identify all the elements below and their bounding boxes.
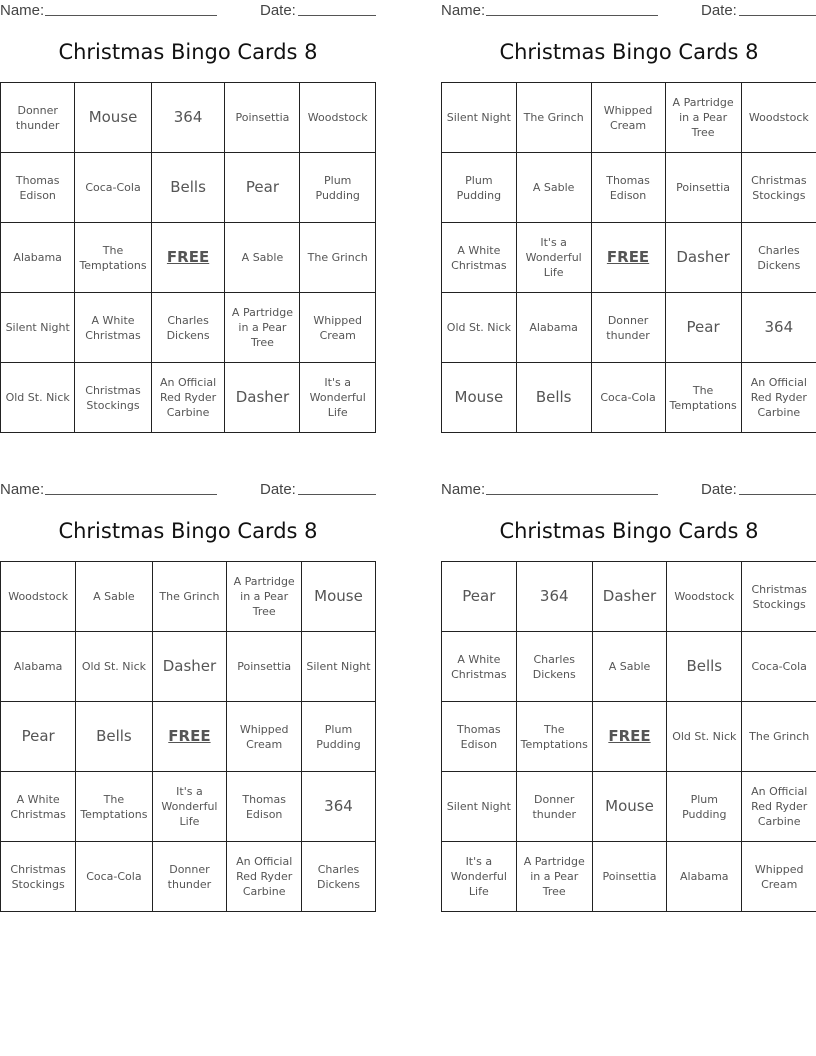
bingo-cell[interactable]: Mouse <box>442 363 517 433</box>
bingo-row <box>1 632 376 702</box>
bingo-cell[interactable]: Pear <box>1 702 76 772</box>
bingo-cell[interactable]: Poinsettia <box>665 153 741 223</box>
date-field[interactable] <box>298 15 376 16</box>
bingo-row <box>1 562 376 632</box>
bingo-cell[interactable]: Mouse <box>592 772 666 842</box>
bingo-row <box>442 632 816 702</box>
bingo-cell[interactable]: A White Christmas <box>1 772 76 842</box>
bingo-cell[interactable]: A White Christmas <box>442 632 517 702</box>
bingo-cell[interactable]: Dasher <box>592 562 666 632</box>
bingo-cell[interactable]: Christmas Stockings <box>741 153 816 223</box>
bingo-cell[interactable]: Woodstock <box>300 83 376 153</box>
bingo-cell[interactable]: A Sable <box>225 223 300 293</box>
bingo-row <box>1 842 376 912</box>
bingo-cell[interactable]: Poinsettia <box>225 83 300 153</box>
bingo-cell[interactable]: The Temptations <box>76 772 152 842</box>
bingo-card <box>0 0 376 419</box>
bingo-cell[interactable]: The Grinch <box>152 562 227 632</box>
bingo-cell[interactable]: Thomas Edison <box>1 153 75 223</box>
bingo-cell[interactable]: A White Christmas <box>75 293 151 363</box>
bingo-cell[interactable]: Silent Night <box>1 293 75 363</box>
bingo-cell[interactable]: Dasher <box>152 632 227 702</box>
bingo-cell[interactable]: The Grinch <box>516 83 591 153</box>
free-space-cell[interactable]: FREE <box>151 223 225 293</box>
bingo-cell[interactable]: Pear <box>665 293 741 363</box>
bingo-grid <box>0 561 376 912</box>
bingo-cell[interactable]: Charles Dickens <box>741 223 816 293</box>
bingo-cell[interactable]: Plum Pudding <box>300 153 376 223</box>
bingo-cell[interactable]: Old St. Nick <box>442 293 517 363</box>
bingo-cell[interactable]: 364 <box>741 293 816 363</box>
bingo-cell[interactable]: The Temptations <box>75 223 151 293</box>
bingo-cell[interactable]: Woodstock <box>1 562 76 632</box>
bingo-row <box>442 842 816 912</box>
bingo-cell[interactable]: Coca-Cola <box>591 363 665 433</box>
card-title: Christmas Bingo Cards 8 <box>58 40 318 64</box>
bingo-cell[interactable]: The Temptations <box>516 702 592 772</box>
date-label: Date: <box>260 2 296 19</box>
bingo-cell[interactable]: Silent Night <box>442 83 517 153</box>
bingo-cell[interactable]: 364 <box>151 83 225 153</box>
bingo-cell[interactable]: Charles Dickens <box>151 293 225 363</box>
bingo-cell[interactable]: Donner thunder <box>591 293 665 363</box>
bingo-cell[interactable]: Poinsettia <box>227 632 302 702</box>
bingo-row <box>442 153 816 223</box>
name-field[interactable] <box>486 494 658 495</box>
bingo-cell[interactable]: It's a Wonderful Life <box>442 842 517 912</box>
bingo-row <box>1 223 376 293</box>
bingo-cell[interactable]: 364 <box>301 772 375 842</box>
bingo-cell[interactable]: Whipped Cream <box>300 293 376 363</box>
name-label: Name: <box>0 481 45 498</box>
bingo-cell[interactable]: Old St. Nick <box>76 632 152 702</box>
bingo-cell[interactable]: Plum Pudding <box>667 772 742 842</box>
bingo-cell[interactable]: It's a Wonderful Life <box>300 363 376 433</box>
bingo-cell[interactable]: Christmas Stockings <box>1 842 76 912</box>
bingo-cell[interactable]: Thomas Edison <box>591 153 665 223</box>
bingo-row <box>442 83 816 153</box>
bingo-cell[interactable]: An Official Red Ryder Carbine <box>742 772 816 842</box>
bingo-row <box>442 223 816 293</box>
bingo-cell[interactable]: 364 <box>516 562 592 632</box>
bingo-grid <box>441 82 816 433</box>
bingo-cell[interactable]: Dasher <box>225 363 300 433</box>
bingo-grid <box>0 82 376 433</box>
bingo-cell[interactable]: Dasher <box>665 223 741 293</box>
bingo-cell[interactable]: Thomas Edison <box>442 702 517 772</box>
bingo-cell[interactable]: A Partridge in a Pear Tree <box>225 293 300 363</box>
bingo-row <box>1 293 376 363</box>
bingo-cell[interactable]: Old St. Nick <box>667 702 742 772</box>
bingo-cell[interactable]: Whipped Cream <box>591 83 665 153</box>
bingo-cell[interactable]: Coca-Cola <box>75 153 151 223</box>
bingo-cell[interactable]: Silent Night <box>442 772 517 842</box>
bingo-cell[interactable]: A Sable <box>516 153 591 223</box>
bingo-cell[interactable]: Alabama <box>516 293 591 363</box>
bingo-cell[interactable]: A Partridge in a Pear Tree <box>516 842 592 912</box>
bingo-row <box>442 562 816 632</box>
bingo-cell[interactable]: Mouse <box>75 83 151 153</box>
bingo-cell[interactable]: Plum Pudding <box>301 702 375 772</box>
bingo-cell[interactable]: A Sable <box>76 562 152 632</box>
bingo-cell[interactable]: An Official Red Ryder Carbine <box>227 842 302 912</box>
bingo-cell[interactable]: Thomas Edison <box>227 772 302 842</box>
bingo-card <box>0 479 376 898</box>
name-label: Name: <box>441 481 486 498</box>
bingo-cell[interactable]: Pear <box>442 562 517 632</box>
date-label: Date: <box>260 481 296 498</box>
name-label: Name: <box>0 2 45 19</box>
bingo-cell[interactable]: Bells <box>76 702 152 772</box>
bingo-cell[interactable]: Christmas Stockings <box>742 562 816 632</box>
bingo-cell[interactable]: Bells <box>151 153 225 223</box>
bingo-row <box>442 702 816 772</box>
date-label: Date: <box>701 481 737 498</box>
name-date-row <box>0 0 376 22</box>
free-space-cell[interactable]: FREE <box>152 702 227 772</box>
bingo-cell[interactable]: The Grinch <box>742 702 816 772</box>
bingo-cell[interactable]: A White Christmas <box>442 223 517 293</box>
bingo-card <box>441 479 816 898</box>
name-date-row <box>441 0 816 22</box>
bingo-cell[interactable]: The Temptations <box>665 363 741 433</box>
bingo-row <box>442 772 816 842</box>
name-date-row <box>441 479 816 501</box>
bingo-cell[interactable]: Charles Dickens <box>301 842 375 912</box>
bingo-row <box>1 363 376 433</box>
date-label: Date: <box>701 2 737 19</box>
bingo-card <box>441 0 816 419</box>
bingo-cell[interactable]: Pear <box>225 153 300 223</box>
bingo-cell[interactable]: Donner thunder <box>152 842 227 912</box>
bingo-cell[interactable]: Bells <box>667 632 742 702</box>
bingo-cell[interactable]: Whipped Cream <box>227 702 302 772</box>
bingo-cell[interactable]: Christmas Stockings <box>75 363 151 433</box>
bingo-cell[interactable]: Alabama <box>667 842 742 912</box>
bingo-cell[interactable]: Donner thunder <box>1 83 75 153</box>
bingo-row <box>442 293 816 363</box>
card-title: Christmas Bingo Cards 8 <box>58 519 318 543</box>
name-label: Name: <box>441 2 486 19</box>
bingo-cell[interactable]: It's a Wonderful Life <box>516 223 591 293</box>
date-field[interactable] <box>739 15 816 16</box>
bingo-cell[interactable]: A Partridge in a Pear Tree <box>227 562 302 632</box>
card-title: Christmas Bingo Cards 8 <box>499 519 759 543</box>
bingo-cell[interactable]: A Partridge in a Pear Tree <box>665 83 741 153</box>
name-field[interactable] <box>45 15 217 16</box>
bingo-cell[interactable]: Alabama <box>1 223 75 293</box>
bingo-cell[interactable]: An Official Red Ryder Carbine <box>151 363 225 433</box>
bingo-cell[interactable]: Coca-Cola <box>76 842 152 912</box>
bingo-cell[interactable]: A Sable <box>592 632 666 702</box>
bingo-cell[interactable]: An Official Red Ryder Carbine <box>741 363 816 433</box>
bingo-cell[interactable]: The Grinch <box>300 223 376 293</box>
bingo-cell[interactable]: Alabama <box>1 632 76 702</box>
bingo-cell[interactable]: Coca-Cola <box>742 632 816 702</box>
bingo-row <box>1 153 376 223</box>
bingo-cell[interactable]: Woodstock <box>667 562 742 632</box>
bingo-cell[interactable]: Plum Pudding <box>442 153 517 223</box>
bingo-cell[interactable]: It's a Wonderful Life <box>152 772 227 842</box>
free-space-cell[interactable]: FREE <box>591 223 665 293</box>
name-field[interactable] <box>486 15 658 16</box>
date-field[interactable] <box>739 494 816 495</box>
name-date-row <box>0 479 376 501</box>
name-field[interactable] <box>45 494 217 495</box>
card-title: Christmas Bingo Cards 8 <box>499 40 759 64</box>
bingo-cell[interactable]: Charles Dickens <box>516 632 592 702</box>
bingo-cell[interactable]: Woodstock <box>741 83 816 153</box>
bingo-cell[interactable]: Bells <box>516 363 591 433</box>
bingo-cell[interactable]: Mouse <box>301 562 375 632</box>
bingo-cell[interactable]: Donner thunder <box>516 772 592 842</box>
bingo-cell[interactable]: Whipped Cream <box>742 842 816 912</box>
date-field[interactable] <box>298 494 376 495</box>
bingo-row <box>1 83 376 153</box>
bingo-row <box>1 702 376 772</box>
bingo-cell[interactable]: Silent Night <box>301 632 375 702</box>
bingo-cell[interactable]: Old St. Nick <box>1 363 75 433</box>
bingo-cell[interactable]: Poinsettia <box>592 842 666 912</box>
bingo-grid <box>441 561 816 912</box>
free-space-cell[interactable]: FREE <box>592 702 666 772</box>
bingo-row <box>1 772 376 842</box>
bingo-row <box>442 363 816 433</box>
